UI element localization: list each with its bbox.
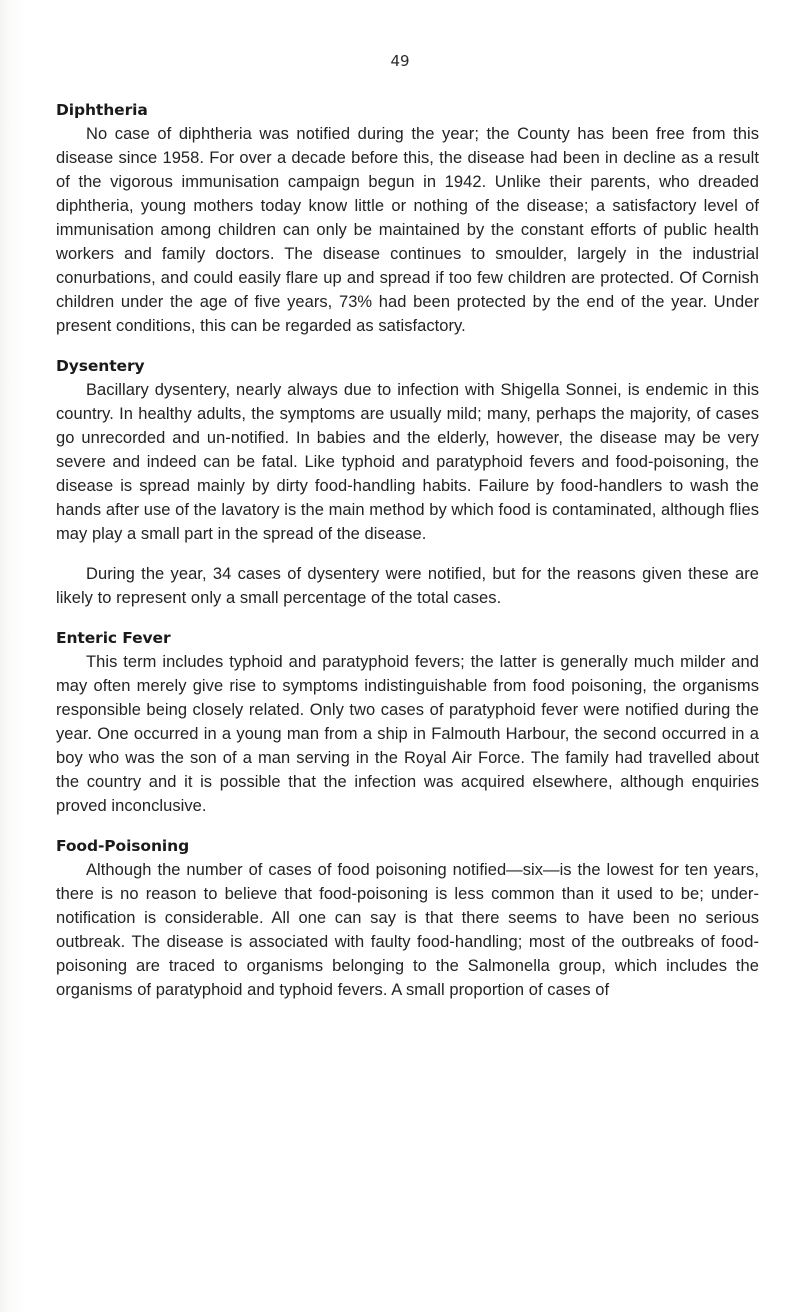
page-content xyxy=(56,98,759,1002)
paragraph: This term includes typhoid and paratyphoid fevers; the latter is generally much milder and may often merely give rise to symptoms indistinguishable from food poisoning, the organisms responsible being closely related. Only two cases of paratyphoid fever were notified during the year. One occurred in a young man from a ship in Falmouth Harbour, the second occurred in a boy who was the son of a man serving in the Royal Air Force. The family had travelled about the country and it is possible that the infection was acquired elsewhere, although enquiries proved inconclusive. xyxy=(56,653,759,815)
section-dysentery xyxy=(56,354,759,610)
paragraph: During the year, 34 cases of dysentery were notified, but for the reasons given these are likely to represent only a small percentage of the total cases. xyxy=(56,565,759,607)
section-food-poisoning xyxy=(56,834,759,1002)
section-heading: Enteric Fever xyxy=(56,629,171,647)
section-heading: Dysentery xyxy=(56,357,145,375)
section-heading: Food-Poisoning xyxy=(56,837,190,855)
section-heading: Diphtheria xyxy=(56,101,148,119)
paragraph: Bacillary dysentery, nearly always due to infection with Shigella Sonnei, is endemic in this country. In healthy adults, the symptoms are usually mild; many, perhaps the majority, of cases go unrecorded and un-notified. In babies and the elderly, however, the disease may be very severe and indeed can be fatal. Like typhoid and paratyphoid fevers and food-poisoning, the disease is spread mainly by dirty food-handling habits. Failure by food-handlers to wash the hands after use of the lavatory is the main method by which food is contaminated, although flies may play a small part in the spread of the disease. xyxy=(56,381,759,543)
paragraph: No case of diphtheria was notified during the year; the County has been free from this disease since 1958. For over a decade before this, the disease had been in decline as a result of the vigorous immunisation campaign begun in 1942. Unlike their parents, who dreaded diphtheria, young mothers today know little or nothing of the disease; a satisfactory level of immunisation among children can only be maintained by the constant efforts of public health workers and family doctors. The disease continues to smoulder, largely in the industrial conurbations, and could easily flare up and spread if too few children are protected. Of Cornish children under the age of five years, 73% had been protected by the end of the year. Under present conditions, this can be regarded as satisfactory. xyxy=(56,125,759,335)
page-number: 49 xyxy=(390,52,410,70)
paragraph: Although the number of cases of food poisoning notified—six—is the lowest for ten years, there is no reason to believe that food-poisoning is less common than it used to be; under-notification is considerable. All one can say is that there seems to have been no serious outbreak. The disease is associated with faulty food-handling; most of the outbreaks of food-poisoning are traced to organisms belonging to the Salmonella group, which includes the organisms of paratyphoid and typhoid fevers. A small proportion of cases of xyxy=(56,861,759,999)
section-enteric-fever xyxy=(56,626,759,818)
section-diphtheria xyxy=(56,98,759,338)
